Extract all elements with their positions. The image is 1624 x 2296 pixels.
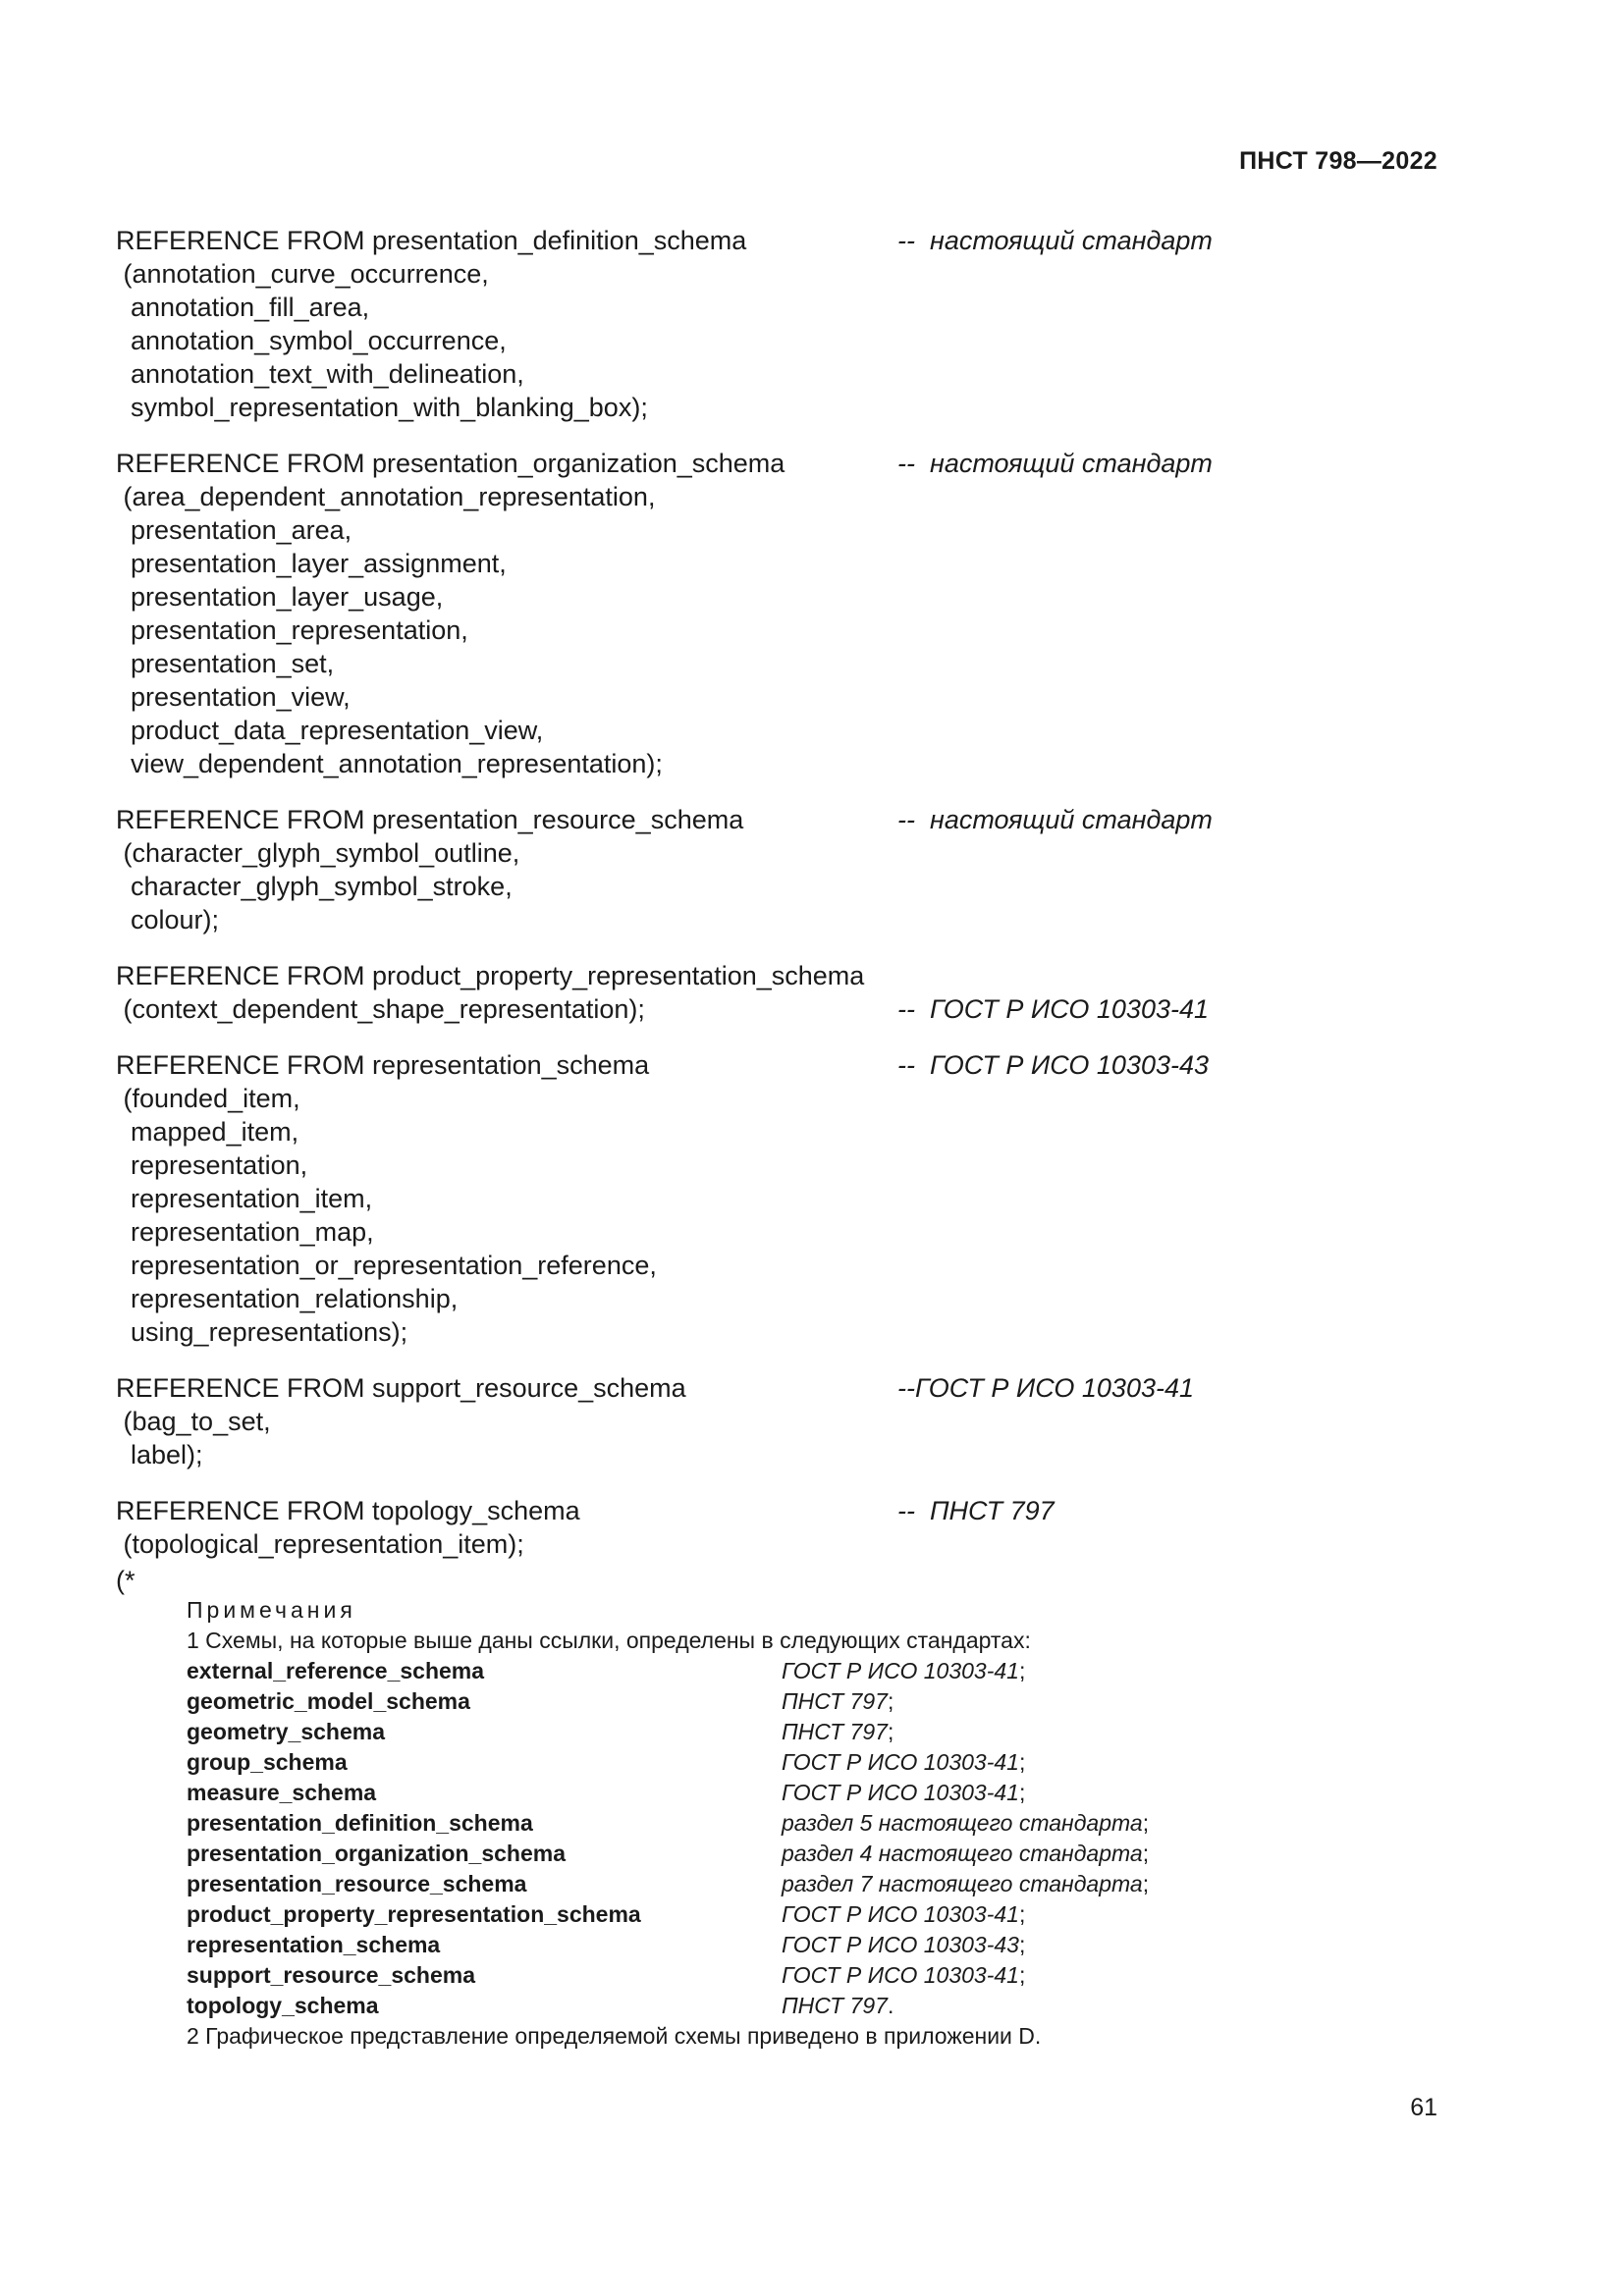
schema-reference-row bbox=[187, 1778, 1267, 1808]
code-text: (topological_representation_item); bbox=[116, 1529, 524, 1559]
schema-reference-row bbox=[187, 1747, 1267, 1778]
code-line bbox=[116, 803, 1353, 836]
code-text: (founded_item, bbox=[116, 1084, 300, 1113]
schema-reference-row bbox=[187, 1930, 1267, 1960]
code-line bbox=[116, 1249, 1353, 1282]
code-line bbox=[116, 1182, 1353, 1215]
schema-source-punctuation: ; bbox=[1018, 1901, 1026, 1927]
schema-name: group_schema bbox=[187, 1749, 348, 1775]
code-text: representation_map, bbox=[116, 1217, 374, 1247]
schema-source-punctuation: ; bbox=[1018, 1658, 1026, 1683]
code-line bbox=[116, 391, 1353, 424]
code-text: mapped_item, bbox=[116, 1117, 299, 1147]
code-text: product_data_representation_view, bbox=[116, 716, 544, 745]
schema-reference-row bbox=[187, 1899, 1267, 1930]
schema-reference-row bbox=[187, 1808, 1267, 1839]
code-text: representation_relationship, bbox=[116, 1284, 459, 1313]
reference-block bbox=[116, 803, 1353, 936]
code-text: presentation_view, bbox=[116, 682, 351, 712]
code-text: (annotation_curve_occurrence, bbox=[116, 259, 489, 289]
schema-source bbox=[782, 1778, 1025, 1808]
schema-source-punctuation: ; bbox=[1018, 1780, 1026, 1805]
code-line bbox=[116, 580, 1353, 614]
code-line bbox=[116, 1048, 1353, 1082]
schema-reference-row bbox=[187, 1717, 1267, 1747]
schema-source-punctuation: . bbox=[887, 1993, 894, 2018]
schema-source-text: раздел 4 настоящего стандарта bbox=[782, 1841, 1143, 1866]
source-comment: -- ПНСТ 797 bbox=[897, 1496, 1055, 1525]
code-line bbox=[116, 1115, 1353, 1148]
schema-reference-row bbox=[187, 1686, 1267, 1717]
schema-name: representation_schema bbox=[187, 1932, 441, 1957]
schema-source-text: ГОСТ Р ИСО 10303-41 bbox=[782, 1901, 1019, 1927]
code-line bbox=[116, 513, 1353, 547]
code-text: symbol_representation_with_blanking_box); bbox=[116, 393, 648, 422]
reference-blocks bbox=[116, 224, 1353, 1597]
schema-name: geometry_schema bbox=[187, 1719, 385, 1744]
schema-reference-row bbox=[187, 1869, 1267, 1899]
schema-name: presentation_organization_schema bbox=[187, 1841, 566, 1866]
schema-source-punctuation: ; bbox=[1142, 1841, 1150, 1866]
schema-source-punctuation: ; bbox=[887, 1719, 894, 1744]
code-line bbox=[116, 1082, 1353, 1115]
code-text: REFERENCE FROM presentation_definition_schema bbox=[116, 226, 747, 255]
code-line bbox=[116, 224, 1353, 257]
schema-name: measure_schema bbox=[187, 1780, 377, 1805]
schema-source bbox=[782, 1960, 1025, 1991]
schema-source bbox=[782, 1930, 1025, 1960]
code-line bbox=[116, 1371, 1353, 1405]
reference-block bbox=[116, 1494, 1353, 1561]
code-line bbox=[116, 1148, 1353, 1182]
schema-source-text: ГОСТ Р ИСО 10303-41 bbox=[782, 1658, 1019, 1683]
code-line bbox=[116, 1315, 1353, 1349]
document-id-header: ПНСТ 798—2022 bbox=[1239, 147, 1437, 175]
schema-source-punctuation: ; bbox=[1018, 1962, 1026, 1988]
code-text: REFERENCE FROM topology_schema bbox=[116, 1496, 580, 1525]
schema-reference-row bbox=[187, 1960, 1267, 1991]
code-text: REFERENCE FROM representation_schema bbox=[116, 1050, 650, 1080]
code-line bbox=[116, 291, 1353, 324]
code-text: (character_glyph_symbol_outline, bbox=[116, 838, 520, 868]
schema-name: external_reference_schema bbox=[187, 1658, 485, 1683]
schema-name: geometric_model_schema bbox=[187, 1688, 470, 1714]
schema-source-text: ГОСТ Р ИСО 10303-43 bbox=[782, 1932, 1019, 1957]
schema-name: presentation_definition_schema bbox=[187, 1810, 533, 1836]
schema-source-text: ГОСТ Р ИСО 10303-41 bbox=[782, 1780, 1019, 1805]
schema-source-text: ПНСТ 797 bbox=[782, 1719, 888, 1744]
schema-source bbox=[782, 1656, 1025, 1686]
code-text: representation_or_representation_reference, bbox=[116, 1251, 657, 1280]
schema-source bbox=[782, 1991, 893, 2021]
code-line bbox=[116, 480, 1353, 513]
page-number: 61 bbox=[1410, 2094, 1437, 2121]
schema-name: presentation_resource_schema bbox=[187, 1871, 527, 1896]
code-text: REFERENCE FROM support_resource_schema bbox=[116, 1373, 686, 1403]
schema-reference-row bbox=[187, 1839, 1267, 1869]
code-text: presentation_layer_usage, bbox=[116, 582, 444, 612]
schema-source bbox=[782, 1808, 1149, 1839]
notes-title: Примечания bbox=[187, 1597, 356, 1623]
comment-open-marker: (* bbox=[116, 1566, 135, 1595]
schema-source bbox=[782, 1747, 1025, 1778]
code-text: REFERENCE FROM presentation_resource_schema bbox=[116, 805, 744, 834]
code-line bbox=[116, 1215, 1353, 1249]
code-line bbox=[116, 614, 1353, 647]
code-text: REFERENCE FROM presentation_organization_schema bbox=[116, 449, 785, 478]
schema-source-text: ПНСТ 797 bbox=[782, 1993, 888, 2018]
code-line bbox=[116, 324, 1353, 357]
schema-source-text: ГОСТ Р ИСО 10303-41 bbox=[782, 1962, 1019, 1988]
source-comment: --ГОСТ Р ИСО 10303-41 bbox=[897, 1373, 1194, 1403]
code-line bbox=[116, 1527, 1353, 1561]
source-comment: -- настоящий стандарт bbox=[897, 449, 1213, 478]
code-line bbox=[116, 1405, 1353, 1438]
code-text: presentation_representation, bbox=[116, 615, 468, 645]
code-line bbox=[116, 714, 1353, 747]
schema-reference-list bbox=[187, 1656, 1267, 2021]
source-comment: -- ГОСТ Р ИСО 10303-43 bbox=[897, 1050, 1209, 1080]
schema-source bbox=[782, 1869, 1149, 1899]
schema-source bbox=[782, 1717, 893, 1747]
code-line bbox=[116, 1494, 1353, 1527]
code-line bbox=[116, 680, 1353, 714]
code-line bbox=[116, 959, 1353, 992]
code-text: presentation_set, bbox=[116, 649, 335, 678]
reference-block bbox=[116, 1048, 1353, 1349]
code-text: representation_item, bbox=[116, 1184, 373, 1213]
schema-source bbox=[782, 1899, 1025, 1930]
schema-reference-row bbox=[187, 1991, 1267, 2021]
code-text: using_representations); bbox=[116, 1317, 408, 1347]
code-text: annotation_fill_area, bbox=[116, 293, 370, 322]
reference-block bbox=[116, 447, 1353, 780]
schema-source-text: ГОСТ Р ИСО 10303-41 bbox=[782, 1749, 1019, 1775]
schema-source-punctuation: ; bbox=[1142, 1871, 1150, 1896]
schema-source-text: ПНСТ 797 bbox=[782, 1688, 888, 1714]
note-1-intro: 1 Схемы, на которые выше даны ссылки, определены в следующих стандартах: bbox=[187, 1628, 1031, 1653]
schema-source-punctuation: ; bbox=[887, 1688, 894, 1714]
code-text: representation, bbox=[116, 1150, 308, 1180]
code-line bbox=[116, 1282, 1353, 1315]
source-comment: -- настоящий стандарт bbox=[897, 805, 1213, 834]
code-text: annotation_text_with_delineation, bbox=[116, 359, 524, 389]
code-text: presentation_area, bbox=[116, 515, 352, 545]
code-text: (area_dependent_annotation_representation, bbox=[116, 482, 656, 511]
reference-block bbox=[116, 1371, 1353, 1471]
schema-source bbox=[782, 1839, 1149, 1869]
code-text: presentation_layer_assignment, bbox=[116, 549, 507, 578]
schema-source-punctuation: ; bbox=[1018, 1749, 1026, 1775]
code-text: label); bbox=[116, 1440, 203, 1469]
schema-source bbox=[782, 1686, 893, 1717]
code-text: annotation_symbol_occurrence, bbox=[116, 326, 507, 355]
notes-section bbox=[187, 1595, 1267, 2052]
code-line bbox=[116, 447, 1353, 480]
code-line bbox=[116, 257, 1353, 291]
schema-name: support_resource_schema bbox=[187, 1962, 476, 1988]
schema-source-punctuation: ; bbox=[1018, 1932, 1026, 1957]
schema-reference-row bbox=[187, 1656, 1267, 1686]
code-text: REFERENCE FROM product_property_representation_schema bbox=[116, 961, 865, 990]
code-line bbox=[116, 547, 1353, 580]
code-text: (bag_to_set, bbox=[116, 1407, 271, 1436]
code-line bbox=[116, 870, 1353, 903]
schema-source-text: раздел 5 настоящего стандарта bbox=[782, 1810, 1143, 1836]
reference-block bbox=[116, 224, 1353, 424]
code-text: colour); bbox=[116, 905, 220, 934]
code-line bbox=[116, 903, 1353, 936]
note-2: 2 Графическое представление определяемой схемы приведено в приложении D. bbox=[187, 2023, 1042, 2049]
code-line bbox=[116, 836, 1353, 870]
reference-block bbox=[116, 959, 1353, 1026]
code-line bbox=[116, 747, 1353, 780]
code-line bbox=[116, 992, 1353, 1026]
code-text: character_glyph_symbol_stroke, bbox=[116, 872, 513, 901]
code-line bbox=[116, 647, 1353, 680]
code-text: (context_dependent_shape_representation); bbox=[116, 994, 645, 1024]
code-text: view_dependent_annotation_representation); bbox=[116, 749, 663, 778]
code-line bbox=[116, 1438, 1353, 1471]
schema-name: product_property_representation_schema bbox=[187, 1901, 641, 1927]
schema-name: topology_schema bbox=[187, 1993, 379, 2018]
source-comment: -- настоящий стандарт bbox=[897, 226, 1213, 255]
source-comment: -- ГОСТ Р ИСО 10303-41 bbox=[897, 994, 1209, 1024]
code-line bbox=[116, 357, 1353, 391]
schema-source-punctuation: ; bbox=[1142, 1810, 1150, 1836]
schema-source-text: раздел 7 настоящего стандарта bbox=[782, 1871, 1143, 1896]
